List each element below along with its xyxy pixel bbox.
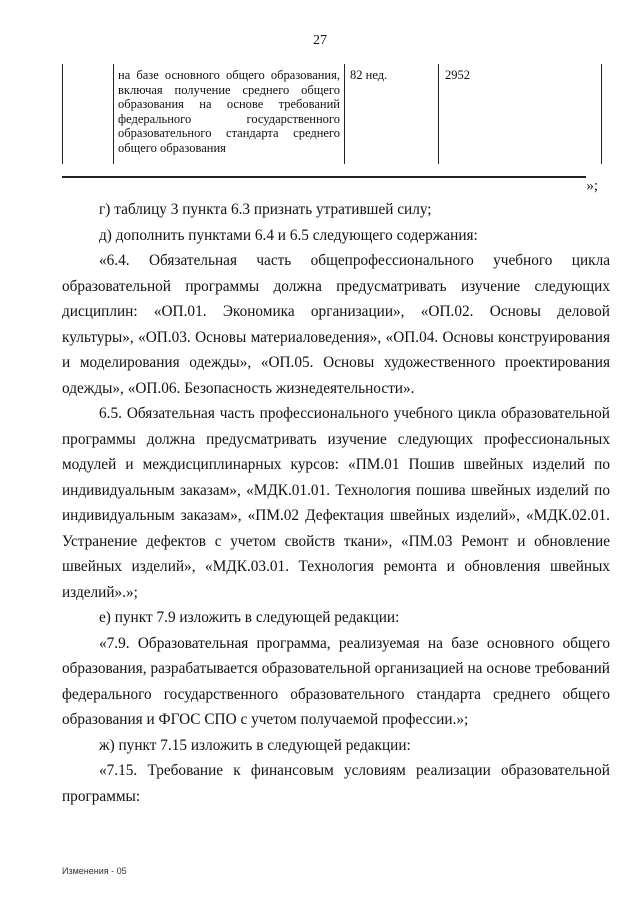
- paragraph-zh: ж) пункт 7.15 изложить в следующей редакции:: [99, 736, 411, 754]
- paragraph-6-5: 6.5. Обязательная часть профессионального учебного цикла образовательной программы должна предусматривать изучение следующих профессиональных модулей и междисциплинарных курсов: «ПМ.01 Пошив швейных изделий по индивидуальным заказам», «МДК.01.01. Технология пошива швейных изделий по индивидуальным заказам», «ПМ.02 Дефектация швейных изделий», «МДК.02.01. Устранение дефектов с учетом свойств ткани», «ПМ.03 Ремонт и обновление швейных изделий», «МДК.03.01. Технология ремонта и обновления швейных изделий».»;: [62, 405, 610, 601]
- footer-note: Изменения - 05: [62, 866, 127, 876]
- page-number: 27: [313, 33, 327, 48]
- paragraph-6-4: «6.4. Обязательная часть общепрофессионального учебного цикла образовательной программы должна предусматривать изучение следующих дисциплин: «ОП.01. Экономика организации», «ОП.02. Основы деловой культуры», «ОП.03. Основы материаловедения», «ОП.04. Основы конструирования и моделирования одежды», «ОП.05. Основы художественного проектирования одежды», «ОП.06. Безопасность жизнедеятельности».: [62, 252, 610, 397]
- paragraph-d: д) дополнить пунктами 6.4 и 6.5 следующего содержания:: [99, 226, 478, 244]
- table-bottom-border: [62, 176, 586, 178]
- table-cell-hours: 2952: [439, 64, 602, 164]
- table-cell-empty: [63, 64, 114, 164]
- hours-table: [62, 64, 602, 164]
- table-row: [63, 64, 602, 164]
- paragraph-7-15: «7.15. Требование к финансовым условиям реализации образовательной программы:: [62, 762, 610, 805]
- document-body: [62, 197, 610, 809]
- table-cell-description: на базе основного общего образования, включая получение среднего общего образования на основе требований федерального государственного образовательного стандарта среднего общего образования: [114, 64, 345, 164]
- paragraph-7-9: «7.9. Образовательная программа, реализуемая на базе основного общего образования, разрабатывается образовательной организацией на основе требований федерального государственного образовательного стандарта среднего общего образования и ФГОС СПО с учетом получаемой профессии.»;: [62, 634, 610, 728]
- paragraph-e: е) пункт 7.9 изложить в следующей редакции:: [99, 609, 400, 626]
- table-cell-duration: 82 нед.: [345, 64, 439, 164]
- table-closing-quote: »;: [586, 178, 598, 194]
- paragraph-g: г) таблицу 3 пункта 6.3 признать утратившей силу;: [99, 201, 432, 218]
